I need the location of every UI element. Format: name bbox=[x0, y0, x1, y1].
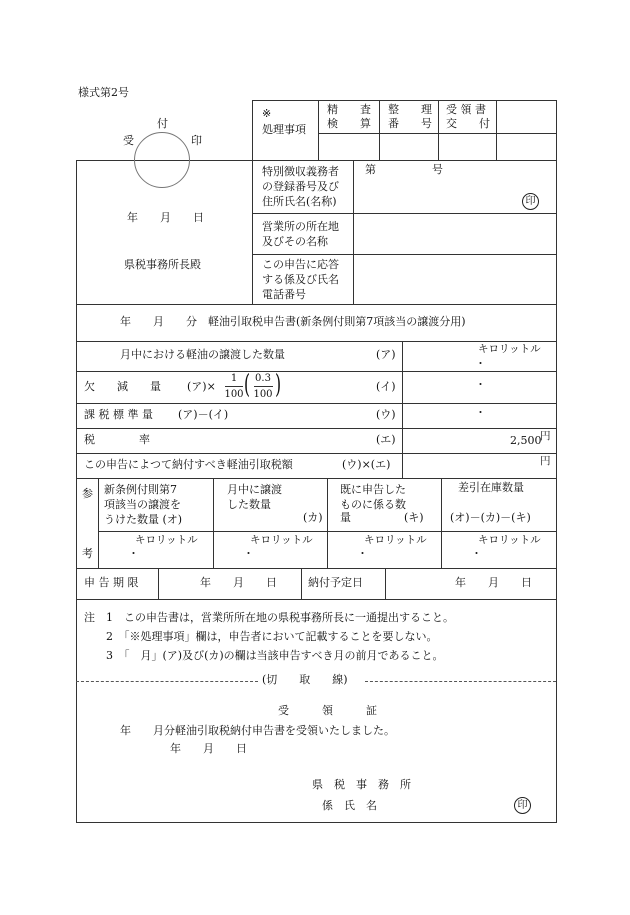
decimal-dot: ・ bbox=[357, 547, 368, 560]
ref-side-top: 参 bbox=[82, 487, 93, 500]
grid-line bbox=[318, 100, 319, 160]
grid-line bbox=[301, 568, 302, 599]
registration-prefix: 第 bbox=[365, 163, 376, 176]
grid-line bbox=[98, 531, 557, 532]
grid-line bbox=[327, 478, 328, 568]
payment-label: 納付予定日 bbox=[308, 576, 363, 589]
grid-line bbox=[496, 100, 497, 160]
row-c-label: 課 税 標 準 量 bbox=[84, 408, 153, 421]
form-number: 様式第2号 bbox=[78, 86, 129, 99]
grid-line bbox=[213, 478, 214, 568]
addressee: 県税事務所長殿 bbox=[124, 258, 201, 271]
frac1-numerator: 1 bbox=[230, 373, 238, 384]
frac2-bar bbox=[254, 386, 273, 387]
ref-unit-col2: キロリットル bbox=[250, 534, 313, 546]
row-b-label: 欠 減 量 bbox=[84, 380, 161, 393]
ref-col3-label: 既に申告した ものに係る数 bbox=[340, 483, 406, 511]
grid-line bbox=[379, 100, 380, 160]
stamp-left-char: 受 bbox=[123, 134, 134, 147]
deadline-date: 年 月 日 bbox=[200, 576, 277, 589]
receipt-stamp-circle bbox=[134, 132, 190, 188]
cut-line-label: (切 取 線) bbox=[262, 673, 348, 686]
grid-line bbox=[353, 160, 354, 304]
note-3: 3 「 月」(ア)及び(カ)の欄は当該申告すべき月の前月であること。 bbox=[106, 649, 444, 662]
grid-line bbox=[252, 213, 557, 214]
grid-line bbox=[252, 254, 557, 255]
row-b-mark: (イ) bbox=[376, 380, 396, 393]
grid-line bbox=[76, 428, 557, 429]
bracket-left: ( bbox=[244, 370, 251, 400]
ref-side-bottom: 考 bbox=[82, 547, 93, 560]
taxpayer-seal: 印 bbox=[522, 193, 539, 210]
grid-line bbox=[76, 371, 557, 372]
ref-col1-label: 新条例付則第7 項該当の譲渡を うけた数量 (オ) bbox=[104, 483, 183, 526]
processing-check: 精 査 検 算 bbox=[327, 103, 371, 130]
processing-number: 整 理 番 号 bbox=[388, 103, 432, 130]
row-d-mark: (エ) bbox=[376, 433, 396, 446]
stamp-right-char: 印 bbox=[191, 134, 202, 147]
ref-unit-col1: キロリットル bbox=[135, 534, 198, 546]
ref-unit-col3: キロリットル bbox=[364, 534, 427, 546]
ref-col3-mark: (キ) bbox=[404, 511, 424, 524]
receipt-title: 受 領 証 bbox=[278, 704, 377, 717]
registration-suffix: 号 bbox=[432, 163, 443, 176]
frac2-numerator: 0.3 bbox=[255, 373, 271, 384]
frame-line bbox=[556, 100, 557, 823]
processing-receipt: 受 領 書 交 付 bbox=[446, 103, 490, 130]
grid-line bbox=[98, 478, 99, 568]
receipt-seal: 印 bbox=[514, 797, 531, 814]
note-1: 注 1 この申告書は，営業所所在地の県税事務所長に一通提出すること。 bbox=[84, 611, 454, 624]
grid-line bbox=[402, 341, 403, 478]
ref-col4-formula: (オ)－(カ)－(キ) bbox=[450, 511, 531, 524]
grid-line bbox=[438, 100, 439, 160]
row-d-label: 税 率 bbox=[84, 433, 150, 446]
grid-line bbox=[76, 453, 557, 454]
ref-col4-label: 差引在庫数量 bbox=[458, 481, 524, 494]
grid-line bbox=[385, 568, 386, 599]
processing-mark: ※ bbox=[262, 107, 272, 120]
grid-line bbox=[76, 403, 557, 404]
payment-date: 年 月 日 bbox=[455, 576, 532, 589]
receipt-slip-date: 年 月 日 bbox=[170, 742, 247, 755]
grid-line bbox=[76, 599, 557, 600]
ref-col2-label: 月中に譲渡 した数量 bbox=[227, 483, 282, 511]
bracket-right: ) bbox=[275, 370, 282, 400]
office-label: 営業所の所在地 及びその名称 bbox=[262, 220, 339, 248]
cut-line bbox=[76, 681, 258, 682]
decimal-dot: ・ bbox=[475, 357, 486, 370]
cut-line bbox=[365, 681, 556, 682]
grid-line bbox=[76, 478, 557, 479]
frame-line bbox=[76, 822, 557, 823]
frame-line bbox=[252, 100, 253, 304]
row-c-formula: (ア)－(イ) bbox=[178, 408, 229, 421]
stamp-top-char: 付 bbox=[157, 117, 168, 130]
processing-label: 処理事項 bbox=[262, 123, 306, 136]
row-a-mark: (ア) bbox=[376, 348, 396, 361]
row-e-label: この申告によつて納付すべき軽油引取税額 bbox=[84, 458, 293, 471]
row-c-mark: (ウ) bbox=[376, 408, 396, 421]
row-b-formula: (ア)× bbox=[187, 380, 216, 393]
unit-kiloliter: キロリットル bbox=[478, 343, 541, 355]
receipt-office: 県 税 事 務 所 bbox=[312, 778, 411, 791]
ref-col2-mark: (カ) bbox=[303, 511, 323, 524]
decimal-dot: ・ bbox=[128, 547, 139, 560]
grid-line bbox=[76, 568, 557, 569]
decimal-dot: ・ bbox=[475, 378, 486, 391]
grid-line bbox=[441, 478, 442, 568]
frame-line bbox=[76, 160, 77, 823]
unit-yen: 円 bbox=[540, 455, 551, 467]
contact-label: この申告に応答 する係及び氏名 電話番号 bbox=[262, 258, 339, 301]
ref-col3-bottom: 量 bbox=[340, 511, 351, 524]
form-title: 年 月 分 軽油引取税申告書(新条例付則第7項該当の譲渡分用) bbox=[120, 315, 466, 328]
decimal-dot: ・ bbox=[475, 406, 486, 419]
row-e-formula: (ウ)×(エ) bbox=[342, 458, 391, 471]
taxpayer-label: 特別徴収義務者 の登録番号及び 住所氏名(名称) bbox=[262, 165, 339, 208]
receipt-staff: 係 氏 名 bbox=[322, 799, 377, 812]
frame-line bbox=[252, 100, 557, 101]
frac2-denominator: 100 bbox=[253, 389, 273, 400]
tax-rate-value: 2,500 bbox=[510, 434, 542, 447]
unit-yen: 円 bbox=[540, 430, 551, 442]
grid-line bbox=[76, 341, 557, 342]
grid-line bbox=[76, 304, 557, 305]
decimal-dot: ・ bbox=[243, 547, 254, 560]
grid-line bbox=[318, 133, 556, 134]
receipt-text: 年 月分軽油引取税納付申告書を受領いたしました。 bbox=[120, 724, 395, 737]
receipt-date: 年 月 日 bbox=[127, 211, 204, 224]
frac1-denominator: 100 bbox=[224, 389, 244, 400]
grid-line bbox=[158, 568, 159, 599]
ref-unit-col4: キロリットル bbox=[478, 534, 541, 546]
row-a-label: 月中における軽油の譲渡した数量 bbox=[120, 348, 285, 361]
note-2: 2 「※処理事項」欄は，申告者において記載することを要しない。 bbox=[106, 630, 438, 643]
deadline-label: 申 告 期 限 bbox=[84, 576, 139, 589]
decimal-dot: ・ bbox=[471, 547, 482, 560]
frac1-bar bbox=[225, 386, 243, 387]
